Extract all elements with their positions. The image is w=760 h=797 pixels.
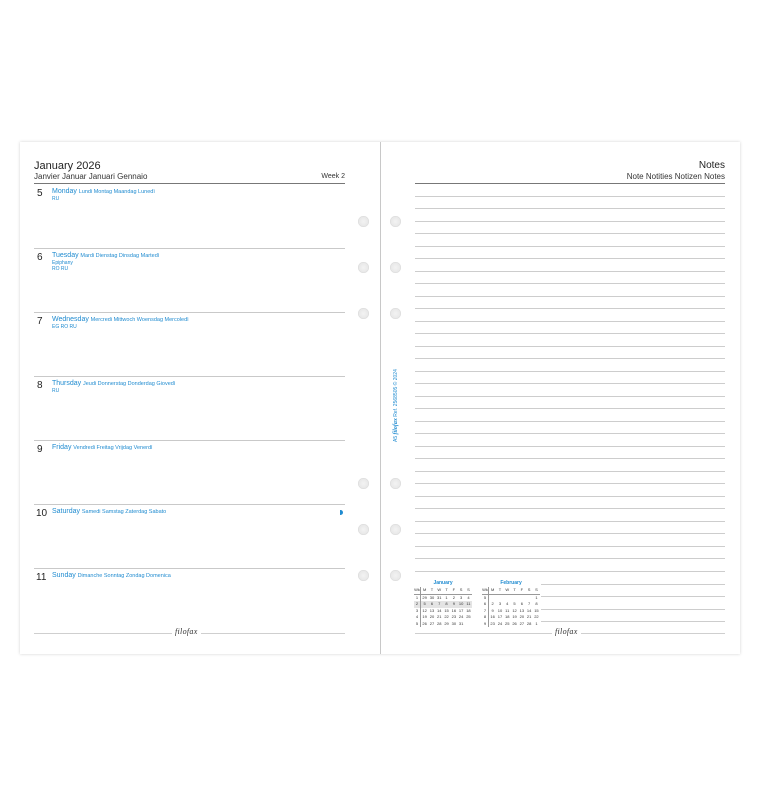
calendar-day-cell: 19 (512, 614, 517, 619)
day-divider (34, 440, 345, 441)
calendar-day-cell: 21 (437, 614, 442, 619)
note-rule (415, 321, 725, 322)
calendar-day-cell: 11 (466, 601, 471, 606)
month-title: January 2026 (34, 160, 101, 172)
note-rule (415, 371, 725, 372)
note-rule (541, 609, 725, 610)
calendar-day-cell: 10 (497, 607, 503, 613)
note-rule (415, 246, 725, 247)
calendar-day-cell: 18 (505, 614, 510, 619)
week-number-cell: 5 (414, 621, 421, 628)
day-name-translations: Lundi Montag Maandag Lunedì (78, 189, 155, 195)
week-number-cell: 5 (482, 594, 489, 601)
calendar-day-cell: 1 (535, 620, 538, 626)
day-name (52, 444, 153, 451)
day-name-english: Sunday (52, 572, 76, 579)
calendar-day-cell: 25 (466, 614, 471, 619)
calendar-day-cell: 4 (506, 601, 509, 606)
calendar-day-cell: 1 (535, 594, 538, 600)
calendar-day-cell: 10 (458, 601, 464, 606)
calendar-week-row (414, 594, 472, 601)
notes-header-rule (415, 183, 725, 184)
calendar-day-cell: 24 (458, 614, 464, 619)
note-rule (415, 521, 725, 522)
day-number: 7 (37, 316, 43, 327)
day-name-english: Saturday (52, 508, 81, 515)
calendar-day-cell: 11 (505, 607, 510, 613)
day-divider (34, 504, 345, 505)
calendar-day-cell: 2 (491, 601, 494, 606)
calendar-day-cell: 23 (490, 620, 495, 626)
calendar-header-cell: T (496, 587, 503, 594)
calendar-header-cell: S (533, 587, 540, 594)
note-rule (415, 308, 725, 309)
calendar-day-cell: 14 (526, 607, 532, 613)
calendar-header-cell: M (489, 587, 497, 594)
note-rule (415, 221, 725, 222)
day-name-english: Tuesday (52, 252, 79, 259)
calendar-header-cell: T (428, 587, 435, 594)
day-name-english: Thursday (52, 380, 82, 387)
calendar-day-cell: 6 (428, 601, 435, 608)
note-rule (415, 433, 725, 434)
ref-number: Ref. 2568505 © 2024 (393, 369, 399, 417)
calendar-day-cell: 13 (429, 607, 435, 613)
week-number-cell: 1 (414, 594, 421, 601)
calendar-week-row (482, 621, 540, 628)
calendar-day-cell (511, 594, 518, 601)
calendar-day-cell: 22 (444, 614, 449, 619)
day-name-translations: Vendredi Freitag Vrijdag Venerdì (73, 445, 153, 451)
calendar-day-cell (496, 594, 503, 601)
day-name (52, 508, 166, 515)
note-rule (541, 584, 725, 585)
note-rule (415, 233, 725, 234)
day-name-english: Friday (52, 444, 72, 451)
calendar-day-cell: 27 (519, 620, 525, 626)
day-name (52, 380, 175, 387)
calendar-week-row (482, 594, 540, 601)
day-holiday-note: RU (52, 388, 60, 394)
binder-hole (358, 478, 369, 489)
calendar-header-cell: T (511, 587, 518, 594)
week-number-cell: 9 (482, 621, 489, 628)
day-number: 6 (37, 252, 43, 263)
calendar-day-cell: 13 (519, 607, 525, 613)
calendar-day-cell: 15 (444, 607, 449, 613)
day-thursday[interactable] (34, 376, 345, 440)
week-number-cell: 8 (482, 614, 489, 621)
calendar-day-cell: 1 (445, 594, 448, 600)
note-rule (415, 283, 725, 284)
note-rule (415, 396, 725, 397)
note-rule (415, 483, 725, 484)
calendar-day-cell: 14 (437, 607, 442, 613)
planner-spread (20, 142, 740, 654)
calendar-day-cell: 3 (460, 594, 463, 600)
day-name-translations: Mercredi Mittwoch Woensdag Mercoledì (90, 317, 189, 323)
reference-text (393, 369, 399, 442)
mini-calendar-february (482, 580, 540, 627)
calendar-day-cell: 29 (422, 594, 427, 600)
calendar-header-cell: Wk (414, 587, 420, 592)
note-rule (415, 208, 725, 209)
binder-hole (358, 570, 369, 581)
calendar-day-cell: 20 (429, 614, 435, 619)
calendar-day-cell: 4 (467, 594, 470, 600)
calendar-day-cell: 23 (451, 614, 457, 619)
calendar-day-cell: 17 (497, 614, 503, 619)
note-rule (415, 458, 725, 459)
calendar-day-cell: 26 (422, 620, 427, 626)
calendar-day-cell: 26 (512, 620, 517, 626)
note-rule (415, 546, 725, 547)
note-rule (415, 533, 725, 534)
calendar-day-cell: 19 (422, 614, 427, 619)
calendar-day-cell: 5 (421, 601, 429, 608)
day-name-translations: Samedi Samstag Zaterdag Sabato (81, 509, 167, 515)
week-number-cell: 2 (414, 601, 421, 608)
calendar-day-cell: 8 (443, 601, 450, 608)
note-rule (541, 621, 725, 622)
day-holiday-note: Epiphany (52, 260, 73, 266)
day-name-english: Monday (52, 188, 77, 195)
brand-mark: filofax (393, 418, 399, 435)
day-number: 5 (37, 188, 43, 199)
calendar-day-cell (525, 594, 532, 601)
day-name (52, 252, 159, 259)
day-name-translations: Mardi Dienstag Dinsdag Martedì (80, 253, 160, 259)
calendar-day-cell (465, 621, 472, 628)
notes-title: Notes (698, 160, 725, 171)
week-page (20, 142, 380, 654)
note-rule (541, 596, 725, 597)
day-number: 8 (37, 380, 43, 391)
calendar-header-cell: Wk (482, 587, 488, 592)
calendar-header-cell: F (450, 587, 457, 594)
calendar-header-cell: S (465, 587, 472, 594)
mini-calendar-title: January (433, 580, 453, 586)
week-number: Week 2 (321, 173, 345, 180)
note-rule (415, 471, 725, 472)
calendar-header-cell: F (518, 587, 525, 594)
day-name-english: Wednesday (52, 316, 89, 323)
day-name (52, 572, 171, 579)
day-tuesday[interactable] (34, 248, 345, 312)
calendar-day-cell: 18 (466, 607, 471, 613)
calendar-header-cell: W (437, 587, 442, 592)
day-monday[interactable] (34, 184, 345, 248)
day-holiday-note: EG RO RU (52, 324, 77, 330)
day-divider (34, 568, 345, 569)
moon-phase-icon (340, 510, 343, 515)
day-saturday[interactable] (34, 504, 345, 568)
note-rule (415, 358, 725, 359)
calendar-day-cell (518, 594, 525, 601)
binder-hole (358, 524, 369, 535)
mini-calendar-january (414, 580, 472, 627)
day-name-translations: Dimanche Sonntag Zondag Domenica (77, 573, 171, 579)
day-divider (34, 376, 345, 377)
note-rule (415, 446, 725, 447)
binder-hole (358, 308, 369, 319)
calendar-day-cell: 27 (429, 620, 435, 626)
note-rule (415, 496, 725, 497)
note-rule (415, 258, 725, 259)
calendar-day-cell: 16 (490, 614, 495, 619)
note-rule (415, 196, 725, 197)
calendar-day-cell: 25 (505, 620, 510, 626)
note-rule (415, 558, 725, 559)
calendar-day-cell: 3 (498, 601, 502, 606)
note-rule (415, 346, 725, 347)
calendar-header-cell: T (443, 587, 450, 594)
day-number: 9 (37, 444, 43, 455)
calendar-day-cell: 9 (450, 601, 457, 608)
calendar-day-cell: 28 (526, 620, 532, 626)
calendar-header-cell: S (457, 587, 464, 594)
day-divider (34, 248, 345, 249)
note-rule (415, 571, 725, 572)
calendar-day-cell: 8 (535, 601, 538, 606)
note-rule (415, 408, 725, 409)
calendar-day-cell (489, 594, 497, 601)
note-rule (415, 271, 725, 272)
calendar-day-cell: 7 (436, 601, 443, 608)
calendar-day-cell: 20 (519, 614, 525, 619)
mini-calendar-title: February (500, 580, 522, 586)
calendar-day-cell: 31 (437, 594, 442, 600)
month-translations: Janvier Januar Januari Gennaio (34, 172, 148, 181)
note-rule (415, 508, 725, 509)
calendar-day-cell: 29 (444, 620, 449, 626)
notes-page (381, 142, 740, 654)
week-number-cell: 3 (414, 608, 421, 615)
calendar-day-cell: 21 (526, 614, 532, 619)
notes-translations: Note Notities Notizen Notes (626, 172, 725, 181)
calendar-day-cell: 12 (512, 607, 517, 613)
calendar-day-cell: 31 (458, 620, 464, 626)
binder-hole (358, 262, 369, 273)
day-holiday-note: RO RU (52, 266, 69, 272)
calendar-day-cell: 7 (528, 601, 531, 606)
calendar-day-cell: 30 (451, 620, 457, 626)
calendar-day-cell: 28 (437, 620, 442, 626)
calendar-day-cell: 30 (429, 594, 435, 600)
note-rule (415, 421, 725, 422)
calendar-day-cell (504, 594, 511, 601)
calendar-header-cell: M (421, 587, 429, 594)
calendar-day-cell: 16 (451, 607, 457, 613)
calendar-day-cell: 5 (513, 601, 516, 606)
day-name-translations: Jeudi Donnerstag Donderdag Giovedì (83, 381, 176, 387)
day-friday[interactable] (34, 440, 345, 504)
brand-logo: filofax (552, 627, 581, 636)
calendar-day-cell: 6 (520, 601, 523, 606)
day-name (52, 188, 155, 195)
day-name (52, 316, 189, 323)
day-number: 11 (36, 572, 47, 583)
day-holiday-note: RU (52, 196, 60, 202)
day-number: 10 (36, 508, 48, 519)
day-wednesday[interactable] (34, 312, 345, 376)
calendar-day-cell: 2 (452, 594, 455, 600)
week-number-cell: 7 (482, 608, 489, 615)
calendar-day-cell: 9 (491, 607, 494, 613)
day-sunday[interactable] (34, 568, 345, 632)
week-number-cell: 6 (482, 601, 489, 608)
brand-logo: filofax (172, 627, 201, 636)
calendar-day-cell: 24 (497, 620, 503, 626)
calendar-day-cell: 15 (534, 607, 539, 613)
calendar-day-cell: 22 (534, 614, 539, 619)
note-rule (415, 296, 725, 297)
calendar-day-cell: 17 (458, 607, 464, 613)
week-number-cell: 4 (414, 614, 421, 621)
note-rule (415, 333, 725, 334)
calendar-header-cell: S (525, 587, 532, 594)
binder-hole (358, 216, 369, 227)
note-rule (415, 383, 725, 384)
calendar-week-row (414, 621, 472, 628)
calendar-header-cell: W (505, 587, 510, 592)
calendar-day-cell: 12 (422, 607, 427, 613)
day-divider (34, 312, 345, 313)
size-label: A5 (393, 435, 399, 442)
